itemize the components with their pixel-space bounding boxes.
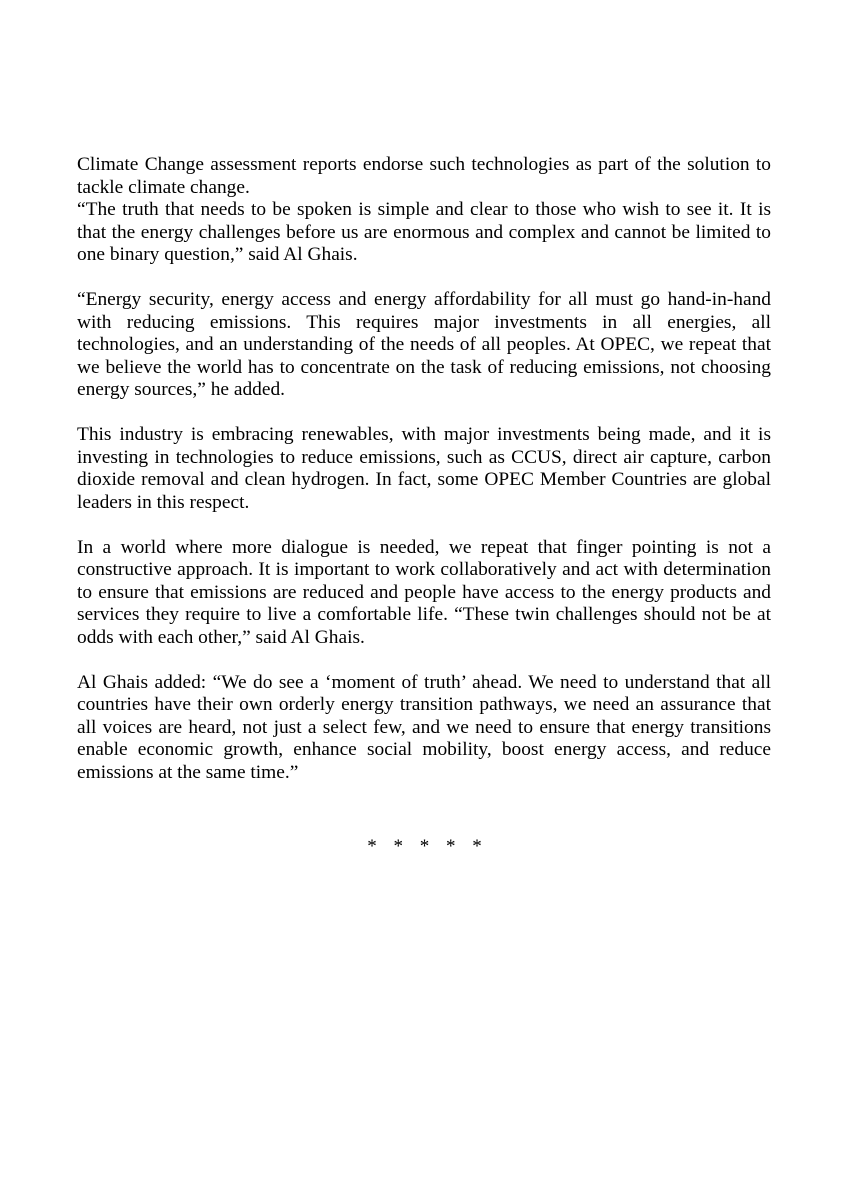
end-marker: * * * * *: [367, 836, 482, 857]
paragraph-4: This industry is embracing renewables, with major investments being made, and it is investing in technologies to reduce emissions, such as CCUS, direct air capture, carbon dioxide removal and clean hydrogen. In fact, some OPEC Member Countries are global leaders in this respect.: [77, 424, 771, 513]
document-body: [77, 154, 771, 784]
paragraph-1: Climate Change assessment reports endorse such technologies as part of the solution to tackle climate change.: [77, 154, 771, 198]
paragraph-5: In a world where more dialogue is needed, we repeat that finger pointing is not a constructive approach. It is important to work collaboratively and act with determination to ensure that emissions are reduced and people have access to the energy products and services they require to live a comfortable life. “These twin challenges should not be at odds with each other,” said Al Ghais.: [77, 536, 771, 648]
paragraph-3: “Energy security, energy access and energy affordability for all must go hand-in-hand with reducing emissions. This requires major investments in all energies, all technologies, and an understanding of the needs of all peoples. At OPEC, we repeat that we believe the world has to concentrate on the task of reducing emissions, not choosing energy sources,” he added.: [77, 289, 771, 400]
paragraph-6: Al Ghais added: “We do see a ‘moment of truth’ ahead. We need to understand that all countries have their own orderly energy transition pathways, we need an assurance that all voices are heard, not just a select few, and we need to ensure that energy transitions enable economic growth, enhance social mobility, boost energy access, and reduce emissions at the same time.”: [77, 671, 771, 783]
paragraph-2: “The truth that needs to be spoken is simple and clear to those who wish to see it. It is that the energy challenges before us are enormous and complex and cannot be limited to one binary question,” said Al Ghais.: [77, 199, 771, 265]
